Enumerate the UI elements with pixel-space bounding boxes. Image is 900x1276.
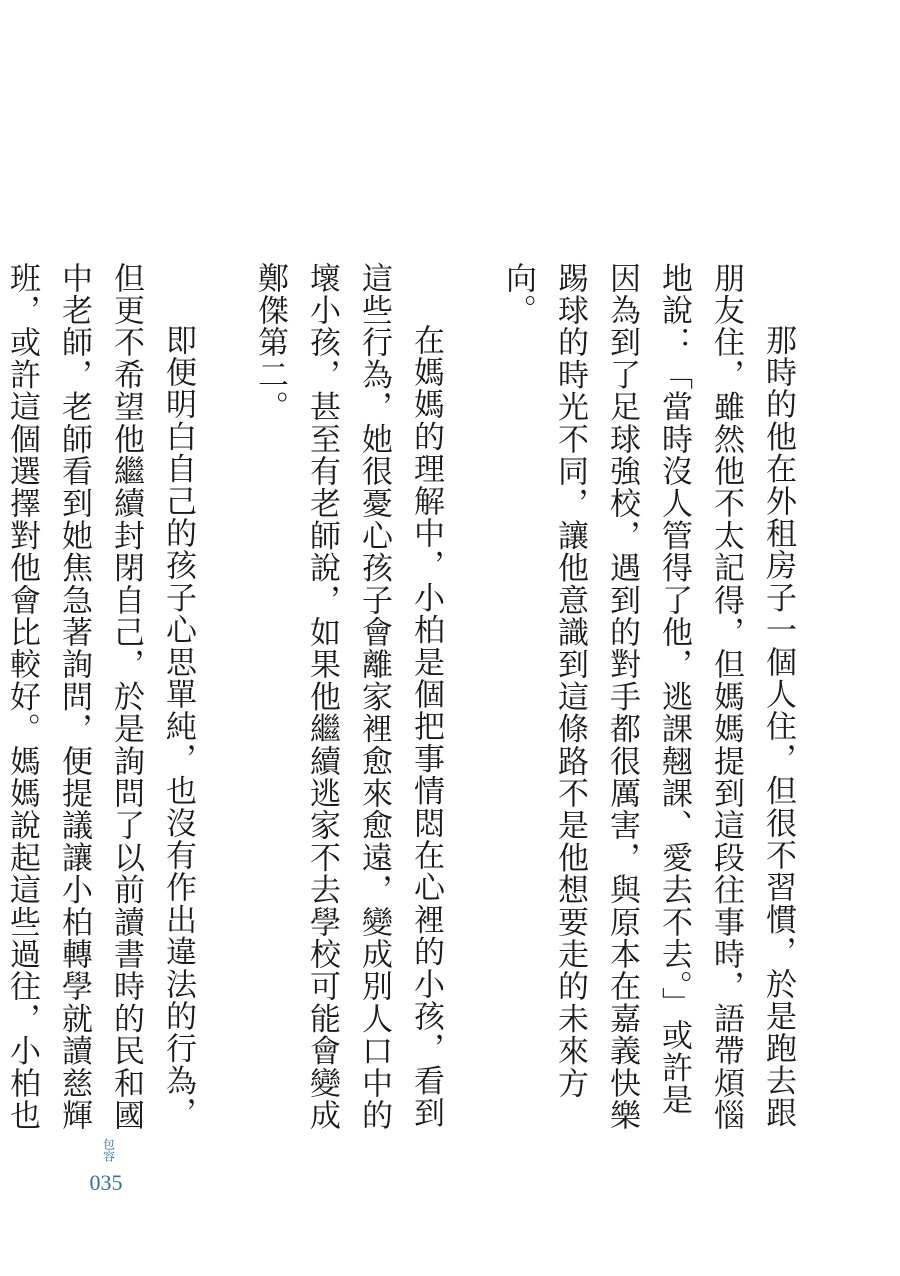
body-text [0, 262, 804, 1142]
page-folio [88, 1138, 128, 1195]
page-number: 035 [89, 1170, 123, 1195]
paragraph-3: 即便明白自己的孩子心思單純，也沒有作出違法的行為，但更不希望他繼續封閉自己，於是詢問了以前讀書時的民和國中老師，老師看到她焦急著詢問，便提議讓小柏轉學就讀慈輝班，或許這個選擇對他會比較好。媽媽說起這些過往，小柏也 [4, 262, 196, 1132]
section-title: 包容 [101, 1138, 116, 1162]
paragraph-1: 那時的他在外租房子一個人住，但很不習慣，於是跑去跟朋友住，雖然他不太記得，但媽媽提到這段往事時，語帶煩惱地說：「當時沒人管得了他，逃課翹課、愛去不去。」或許是因為到了足球強校，遇到的對手都很厲害，與原本在嘉義快樂踢球的時光不同，讓他意識到這條路不是他想要走的未來方向。 [500, 262, 796, 1132]
paragraph-2: 在媽媽的理解中，小柏是個把事情悶在心裡的小孩，看到這些行為，她很憂心孩子會離家裡愈來愈遠，變成別人口中的壞小孩，甚至有老師說，如果他繼續逃家不去學校可能會變成鄭傑第二。 [252, 262, 444, 1132]
